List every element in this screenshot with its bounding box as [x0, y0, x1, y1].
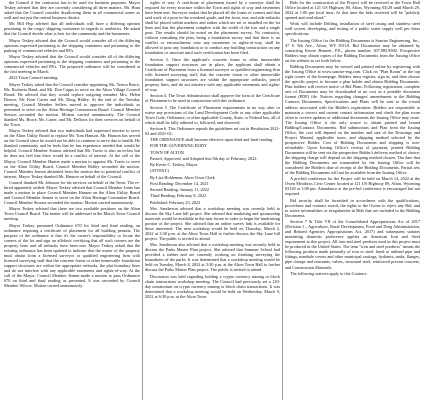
column-2-paragraph: Published: February 23, 2022 — [150, 199, 201, 205]
column-2-paragraph: Section 6. This Ordinance repeals the guidelines set out in Resolution 2021-03 and 2021-02. — [145, 125, 280, 136]
column-2-paragraph: Mrs. Sanderson advised that a workshop meeting was recently held to discuss the Sky Lane hill project. She advised that marketing and sponsorship materials would be available in the near future in order to begin the fundraising portion of the project. She advised that an online survey link is available for those interested. The next workshop would be held on Thursday, March 2, 2022 at 3:30 p.m. at the Alton Town Hall to further discuss the Sky Lane hill project. The public is invited to attend. — [145, 205, 280, 242]
column-2-paragraph: FOR THE GOVERNING BODY — [150, 143, 207, 149]
column-3-paragraph: Bidding Documents may be viewed and printed online by registering with the Issuing Office at www.sunrise-eng.com. Click on "Plan Room" at the top right corner of the homepage. Bidders must register, sign in, and then choose the specific project to become a plan holder and obtain Bidding Documents. Plan holders will receive notice of Bid Plans. Following registration, complete sets of Documents may be downloaded at no cost as a portable document format (PDF) file. Notices regarding changes/ amendments to the Bidding Contract Documents, Specifications and Plans will be sent to the e-mail address associated with the Bidder's registration. Bidders are responsible to maintain a correct and current contact information and check the plan room often to receive updates or additional documents the Issuing Office may issue. The Issuing Office is the only source to obtain printed and bound Bidding/Contract Documents. Bid submissions and Plan from the Issuing Office, the cost will depend on the number and size of the Drawings and Project Manual, applicable taxes, and shipping method selected by the prospective Bidder. Cost of Bidding Documents and shipping is non-refundable. Upon Issuing Office's receipt of payment, printed Bidding Documents will be sent via the prospective Bidder's delivery method of choice; the shipping charge will depend on the shipping method chosen. The date that the Bidding Documents are transmitted by the Issuing Office will be considered the Bidder's date of receipt of the Bidding Documents. Partial sets of the Bidding Documents will not be available from the Issuing Office. — [285, 64, 420, 176]
column-1-paragraph: Mayor Teskey advised that there are two available positions on the Alton Town Council Board. The matter will be addressed at the March Town Council meeting. — [4, 206, 140, 222]
column-3-paragraph: Bid security shall be furnished in accordance with the qualifications, procedures and contract award, the rights to the Owner to reject any Bid, and to waive informalities or irregularities in Bids that are included in the Bidding Documents. — [285, 197, 420, 218]
column-3-paragraph: Section 7 & Title VII of the Consolidated Appropriations Act of 2017 (Division I – Agriculture, Rural Development, Food and Drug Administration, and Related Agencies Appropriations Act, 2017) and subsequent statutes mandating domestic preference applies an American Iron and Steel requirement to this project. All iron and steel products used in this project must be produced in the United States. The term "iron and steel products" means the following products made primarily of iron or steel: lined or unlined pipe and fittings, manhole covers and other municipal castings, hydrants, tanks, flanges, pipe clamps and restraints, valves, structural steel, reinforced precast concrete, and Construction Materials. — [285, 219, 420, 270]
column-1-paragraph: Mayor Teskey advised that two individuals had expressed interest to serve on the Alton Utility Board to replace Mr. Tom Hanson. Mr. Hanson has served on the Council since he would not be able to continue to serve due to health. He thanked community and he feels that he has experience needed that would be helpful. Council Member Strauss advised that Mr. Travis is also an in-law but he does not feel that there would be a conflict of interest. At the call of the Mayor, Council Member Hunter made a motion to appoint Mr. Travis to serve on the Alton Utility Board. Council Member Ridley seconded the motion. Council Member Jensen abstained from the motion due to potential conflict of interest. Mayor Teskey thanked Mr. Hanson on behalf of the Council. — [4, 128, 140, 179]
column-2-paragraph: rights of way. A certificate of placement issued by a surveyor shall be required for every structure within the Town and rights of way and easements have been met. Surveyor makes that he placed all the forms of corners and that said work of a pour in the woodend grade, and the front, rear, and side setbacks shall be placed within markers and stakes which are set or installed on the lot lines and that the placement complies with the width of the lots and a single pour. The results should be noted on the placement survey. No contractor, without consulting the plan, being a foundation survey and that there is no conflict or encroachment onto any easements or rights-of-way, shall be allowed to pour any foundation or to conduct any building construction on any foundation or structure until such certification has been filed. — [145, 0, 280, 56]
column-1-paragraph: Mayor Teskey advised that the Council would consider all of the differing opinions expressed pertaining to the shipping containers and pertaining to the commercial vehicles and RVs. The proposed ordinance will be considered at the first meeting in March. — [4, 54, 140, 75]
column-3-paragraph: Work will include Drilling, installation of steel casing and stainless steel well screen, developing, and testing of a public water supply well per these specifications. — [285, 21, 420, 37]
column-1-paragraph: Mayor Teskey advised that the Council would consider all of the differing opinions expressed pertaining to the shipping containers and pertaining to the parking of commercial vehicles and RVs. — [4, 37, 140, 53]
column-1-paragraph: Mayor Teskey presented Ordinance 670 for third and final reading, an ordinance requiring a certificate of placement for all building permits. The purpose of the ordinance is that it's the owner's responsibility to locate the corners of the lot and sign an affidavit certifying that all such corners are the property lines and all setbacks have been met. Mayor Teskey asked that the existing ordinance has been updated to indicate that the owner of the property must obtain from a licensed surveyor or qualified engineering firm with licensed surveying staff that the concrete forms or other immovable foundation support structures are within the appropriate setbacks, the plat boundary lines and do not interfere with any applicable easements and rights-of-way. At the call of the Mayor, Council Member Jensen made a motion to pass Ordinance 670 on third and final reading as presented. It was seconded by Council Member Wilcox. Motion carried unanimously. — [4, 222, 140, 289]
column-1-paragraph: the Council if the contractor has to be used for business purposes. Mayor Teskey advised that they are currently considering all three matters. Mr. Hunt asked that the Council consider disallowing them in all commercial zones as well and not just the central business district. — [4, 0, 140, 21]
column-2-paragraph: By Lisa Holdeman, Alton Town Clerk — [150, 174, 215, 180]
text-column-1 — [2, 0, 142, 400]
column-2-paragraph: Passed, Approved, and Adopted this 8th day of February, 2022. — [150, 155, 258, 161]
text-column-3 — [282, 0, 422, 400]
column-2-paragraph: (ATTEST:) — [150, 168, 170, 174]
text-column-2 — [142, 0, 282, 400]
column-2-paragraph: Third Reading: February 8, 2022 — [150, 193, 207, 199]
column-3-paragraph: The Issuing Office for the Bidding Documents is Sunrise Engineering, Inc., 47 S. 8th Ave., Afton, WY 83110. Bid Documents may be obtained by contacting Kerrie Bennett, P.E., phone number 307.885.8500. Prospective Bidders may obtain copies of the Bidding Documents from the Issuing Office on the website as set forth below. — [285, 37, 420, 63]
column-2-paragraph: First Reading: December 14, 2021 — [150, 180, 209, 186]
column-2-paragraph: Section 4. The Town Administrator shall approve the form of the Certificate of Placement to be used in conjunction with this ordinance. — [145, 93, 280, 104]
column-3-paragraph: Bids for the construction of the Project will be received at the Town Hall Office located at 121 US Highway 80, Alton, Wyoming 83128 until March 29, 2022 at 1:00 pm local time. At that time the bids received will be "publicly opened and read aloud." — [285, 0, 420, 21]
column-3-paragraph: The following waivers apply to this Contract: — [290, 270, 368, 276]
column-2-paragraph: Section 5. The Certificate of Placement requirements in no way alter or waive any provisions of the Land Development Code or any other applicable Town Code, Ordinance, or other applicable County, State, or Federal law, all of which shall be fully adhered to, followed, and observed. — [145, 104, 280, 125]
column-2-paragraph: THE ORDINANCE shall become effective upon third and final reading. — [150, 137, 274, 143]
column-2-paragraph: Second Reading: January 11, 2022 — [150, 187, 209, 193]
column-2-paragraph: TOWN OF ALTON — [150, 149, 184, 155]
column-1-paragraph: 2022 Town Council meeting. — [9, 75, 59, 81]
column-3-paragraph: A pre-bid conference for the Project will be held on March 14, 2022 at the Owen Meadows Civic Center located at 121 US Highway 89, Afton, Wyoming 83128 at 1:00 pm. Attendance at the pre-bid conference is encouraged but not required. — [285, 176, 420, 197]
column-2-paragraph: Discussion was held regarding holding a crypto currency mining or block chain transactions workshop meeting. The Council had previously set a 120-day moratorium on crypto currency mining or block chain transactions. It was determined that a workshop meeting would be held on Wednesday, March 9, 2022 at 6:30 p.m. at the Alton Town — [145, 273, 280, 299]
column-2-paragraph: By Kevin C. Teskey, Mayor — [150, 162, 198, 168]
column-2-paragraph: Section 3. Once the applicant's concrete forms or other immovable foundation support structures are in place, the applicant shall obtain a Certificate of Placement from a licensed surveyor or qualified engineering firm with licensed surveying staff, that the concrete forms or other immovable foundation support structures are within the appropriate setbacks, parcel property lines, and do not interfere with any applicable easements and rights-of-way. — [145, 56, 280, 92]
column-2-paragraph: Mrs. Sanderson also advised that a workshop meeting was recently held to discuss the Parks Master Plan project. She advised that Summer School had provided a rubber and are currently working on finishing surveying the boundaries of the parks. It was determined that a workshop meeting would be held on Tuesday, March 8, 2022 at 3:30 p.m. at the Alton Town Hall to further discuss the Parks Master Plan project. The public is invited to attend. — [145, 242, 280, 273]
column-1-paragraph: Mr. Hill Hyp advised that all individuals will have a differing opinion pertaining to the cargo/ shipping containers in regards to aesthetics. He asked that the Council decide what is best for the community and the businesses. — [4, 21, 140, 37]
column-1-paragraph: Council thanked Mr. Johnson for his services on behalf of the Town. The re-hired apparently settled. Mayor Teskey advised that Council Member Jones has made a motion to place Council Member Hansen on the Alton Utility Board and Council Member Jensen to serve on the Alton Heritage Committee Board. Council Member Strauss seconded the motion. Motion carried unanimously. — [4, 179, 140, 206]
column-1-paragraph: Mayor Teskey asked that the Council consider appointing Ms. Teresa Bruce, Ms. Rosheria Band, and Mr. Don Capps to serve on the Alton Village Council Board. He advised that they would replace outgoing member Mrs. Helen Deaver, Mr. Kent Carter and Mr. Doug Ridley. At the end of the Tuesday meeting, Council Member Sellers moved to approve the individuals as presented to serve on the Alton Heritage Commission Board. Council Member Stetson seconded the motion. Motion carried unanimously. The Council thanked Ms. Bruce, Mr. Carter, and Mr. Dellows for their services on behalf of the Town. — [4, 81, 140, 128]
